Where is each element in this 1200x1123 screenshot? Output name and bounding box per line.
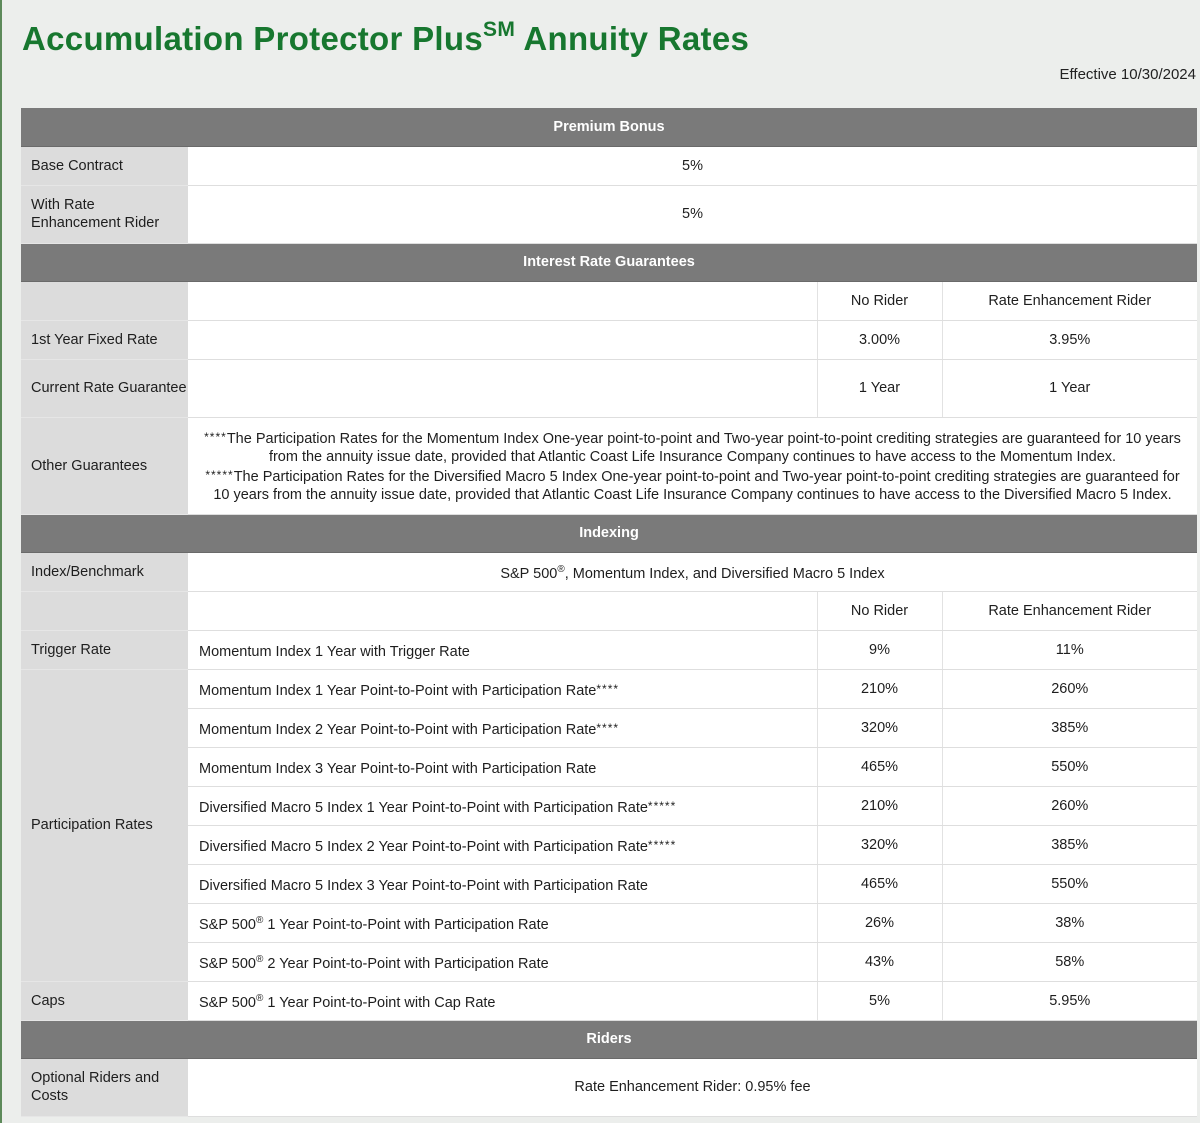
effective-date: Effective 10/30/2024 <box>1059 66 1196 83</box>
band-title: Interest Rate Guarantees <box>21 243 1197 281</box>
table-row <box>21 903 1197 942</box>
strategy-description: Diversified Macro 5 Index 3 Year Point-to-Point with Participation Rate <box>188 864 817 903</box>
row-label-current-rate-guarantee: Current Rate Guarantee <box>21 359 188 417</box>
table-row <box>21 630 1197 669</box>
table-row <box>21 591 1197 630</box>
table-row <box>21 864 1197 903</box>
table-row <box>21 669 1197 708</box>
service-mark: SM <box>483 18 516 41</box>
rate-with-rider: 38% <box>942 903 1197 942</box>
col-header-no-rider: No Rider <box>817 281 942 320</box>
table-row <box>21 281 1197 320</box>
strategy-description: Momentum Index 3 Year Point-to-Point with Participation Rate <box>188 747 817 786</box>
strategy-description: Momentum Index 2 Year Point-to-Point with Participation Rate**** <box>188 708 817 747</box>
table-row <box>21 981 1197 1020</box>
rate-no-rider: 465% <box>817 864 942 903</box>
col-header-no-rider: No Rider <box>817 591 942 630</box>
with-rider-value: 5% <box>188 185 1197 243</box>
guarantee-note-momentum: The Participation Rates for the Momentum Index One-year point-to-point and Two-year point-to-point crediting strategies are guaranteed for 10 years from the annuity issue date, provided that Atlantic Coast Life Insurance Company continues to have access to the Momentum Index. <box>226 430 1181 465</box>
page-left-border <box>0 0 2 1123</box>
current-guarantee-no-rider: 1 Year <box>817 359 942 417</box>
row-label-participation-rates: Participation Rates <box>21 669 188 981</box>
page-title: Accumulation Protector Plus℠ Annuity Rates <box>22 18 750 57</box>
other-guarantees-text <box>188 417 1197 514</box>
row-label-fixed-rate: 1st Year Fixed Rate <box>21 320 188 359</box>
strategy-description: Momentum Index 1 Year Point-to-Point with Participation Rate**** <box>188 669 817 708</box>
rate-no-rider: 9% <box>817 630 942 669</box>
table-row <box>21 417 1197 514</box>
col-header-rate-enhancement-rider: Rate Enhancement Rider <box>942 591 1197 630</box>
table-row <box>21 942 1197 981</box>
table-row <box>21 185 1197 243</box>
rate-with-rider: 58% <box>942 942 1197 981</box>
table-row <box>21 359 1197 417</box>
col-header-rate-enhancement-rider: Rate Enhancement Rider <box>942 281 1197 320</box>
table-row <box>21 146 1197 185</box>
rate-with-rider: 550% <box>942 864 1197 903</box>
rate-no-rider: 210% <box>817 669 942 708</box>
row-label-optional-riders: Optional Riders and Costs <box>21 1058 188 1116</box>
empty-cell <box>188 591 817 630</box>
row-label-empty <box>21 281 188 320</box>
band-title: Premium Bonus <box>21 108 1197 146</box>
fixed-rate-no-rider: 3.00% <box>817 320 942 359</box>
strategy-description: S&P 500® 1 Year Point-to-Point with Cap Rate <box>188 981 817 1020</box>
row-label-with-rider: With Rate Enhancement Rider <box>21 185 188 243</box>
rate-no-rider: 210% <box>817 786 942 825</box>
table-row <box>21 552 1197 591</box>
band-title: Riders <box>21 1020 1197 1058</box>
rate-with-rider: 260% <box>942 669 1197 708</box>
index-benchmark-value: S&P 500®, Momentum Index, and Diversified Macro 5 Index <box>188 552 1197 591</box>
table-row <box>21 825 1197 864</box>
rate-with-rider: 5.95% <box>942 981 1197 1020</box>
optional-riders-value: Rate Enhancement Rider: 0.95% fee <box>188 1058 1197 1116</box>
rate-no-rider: 465% <box>817 747 942 786</box>
section-band-riders <box>21 1020 1197 1058</box>
rate-no-rider: 320% <box>817 708 942 747</box>
footnote-marker: **** <box>204 429 227 444</box>
row-label-base-contract: Base Contract <box>21 146 188 185</box>
table-row <box>21 1058 1197 1116</box>
rate-with-rider: 550% <box>942 747 1197 786</box>
strategy-description: S&P 500® 1 Year Point-to-Point with Participation Rate <box>188 903 817 942</box>
table-row <box>21 708 1197 747</box>
table-row <box>21 747 1197 786</box>
table-row <box>21 320 1197 359</box>
row-label-other-guarantees: Other Guarantees <box>21 417 188 514</box>
fixed-rate-rider: 3.95% <box>942 320 1197 359</box>
rate-with-rider: 11% <box>942 630 1197 669</box>
base-contract-value: 5% <box>188 146 1197 185</box>
strategy-description: Diversified Macro 5 Index 1 Year Point-to-Point with Participation Rate***** <box>188 786 817 825</box>
strategy-description: S&P 500® 2 Year Point-to-Point with Participation Rate <box>188 942 817 981</box>
empty-cell <box>188 359 817 417</box>
row-label-empty <box>21 591 188 630</box>
rate-no-rider: 320% <box>817 825 942 864</box>
footnote-marker: ***** <box>205 467 234 482</box>
rate-with-rider: 385% <box>942 825 1197 864</box>
row-label-index-benchmark: Index/Benchmark <box>21 552 188 591</box>
current-guarantee-rider: 1 Year <box>942 359 1197 417</box>
empty-cell <box>188 320 817 359</box>
row-label-caps: Caps <box>21 981 188 1020</box>
section-band-premium-bonus <box>21 108 1197 146</box>
section-band-interest-rate-guarantees <box>21 243 1197 281</box>
guarantee-note-diversified: The Participation Rates for the Diversified Macro 5 Index One-year point-to-point and Two-year point-to-point crediting strategies are guaranteed for 10 years from the annuity issue date, provided that Atlantic Coast Life Insurance Company continues to have access to the Diversified Macro 5 Index. <box>213 468 1180 503</box>
row-label-trigger-rate: Trigger Rate <box>21 630 188 669</box>
section-band-indexing <box>21 514 1197 552</box>
rates-table <box>21 108 1197 1117</box>
rate-no-rider: 26% <box>817 903 942 942</box>
empty-cell <box>188 281 817 320</box>
rate-no-rider: 43% <box>817 942 942 981</box>
rate-no-rider: 5% <box>817 981 942 1020</box>
band-title: Indexing <box>21 514 1197 552</box>
strategy-description: Diversified Macro 5 Index 2 Year Point-to-Point with Participation Rate***** <box>188 825 817 864</box>
rate-with-rider: 260% <box>942 786 1197 825</box>
strategy-description: Momentum Index 1 Year with Trigger Rate <box>188 630 817 669</box>
table-row <box>21 786 1197 825</box>
rate-with-rider: 385% <box>942 708 1197 747</box>
